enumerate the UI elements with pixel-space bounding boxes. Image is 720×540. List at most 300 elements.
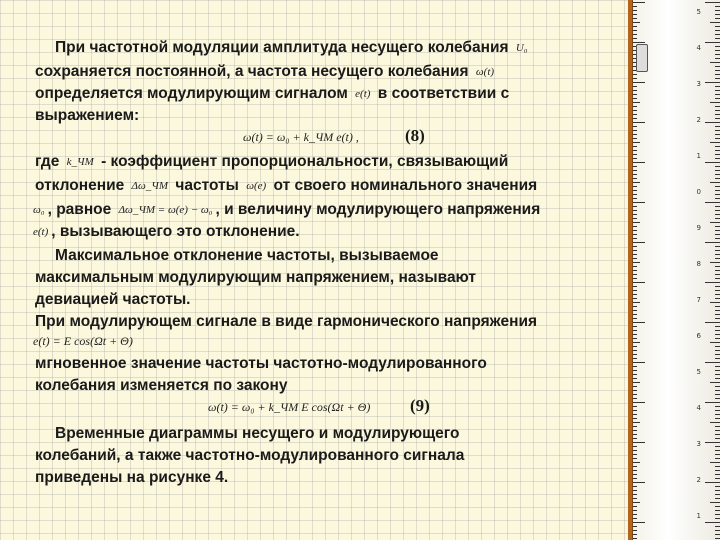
formula-9-number: (9) (410, 396, 430, 415)
ruler-tick (715, 430, 720, 431)
ruler-tick (633, 430, 637, 431)
formula-omega-e: ω(e) (246, 180, 267, 192)
ruler-tick (715, 110, 720, 111)
ruler-tick (633, 514, 637, 515)
ruler-tick (633, 206, 637, 207)
ruler-tick (633, 502, 640, 503)
ruler-tick (715, 218, 720, 219)
ruler-tick (715, 198, 720, 199)
ruler-tick (633, 22, 640, 23)
text-line-1-a: При частотной модуляции амплитуда несущего колебания (55, 39, 509, 56)
ruler-tick (633, 198, 637, 199)
ruler-tick (633, 454, 637, 455)
ruler-tick (715, 70, 720, 71)
ruler-tick (633, 222, 640, 223)
ruler-tick (633, 474, 637, 475)
ruler-tick (633, 410, 637, 411)
ruler-tick (715, 94, 720, 95)
ruler-tick (633, 450, 637, 451)
ruler-tick (705, 202, 720, 203)
text-line-15-a: Временные диаграммы несущего и модулирующего (55, 425, 460, 442)
ruler-tick (633, 358, 637, 359)
ruler-tick (633, 306, 637, 307)
ruler-tick (633, 82, 645, 83)
ruler-tick (633, 178, 637, 179)
ruler-tick (633, 102, 640, 103)
ruler-number: 5 (696, 368, 701, 376)
ruler-tick (715, 90, 720, 91)
formula-delta-omega: Δω_ЧМ (131, 180, 169, 192)
ruler-tick (715, 394, 720, 395)
ruler-tick (715, 238, 720, 239)
ruler-tick (715, 446, 720, 447)
text-line-5-b: - коэффициент пропорциональности, связывающий (101, 153, 509, 170)
ruler-tick (705, 282, 720, 283)
ruler-tick (715, 366, 720, 367)
ruler-tick (715, 126, 720, 127)
ruler-number: 0 (696, 188, 701, 196)
ruler-tick (705, 402, 720, 403)
ruler-tick (633, 42, 645, 43)
ruler-tick (715, 346, 720, 347)
ruler-tick (633, 170, 637, 171)
ruler-tick (715, 358, 720, 359)
ruler-tick (633, 174, 637, 175)
ruler-tick (633, 294, 637, 295)
ruler-tick (715, 130, 720, 131)
formula-mod: e(t) = E cos(Ωt + Θ) (33, 334, 133, 348)
ruler-tick (715, 274, 720, 275)
ruler-tick (633, 142, 640, 143)
ruler-tick (633, 458, 637, 459)
formula-9: ω(t) = ω₀ + k_ЧМ E cos(Ωt + Θ) (208, 400, 371, 414)
ruler-tick (715, 214, 720, 215)
ruler-tick (715, 50, 720, 51)
ruler-tick (633, 146, 637, 147)
ruler-tick (715, 26, 720, 27)
ruler-tick (633, 238, 637, 239)
ruler-tick (715, 354, 720, 355)
text-line-3 (35, 84, 509, 105)
text-line-9-a: Максимальное отклонение частоты, вызываемое (55, 247, 439, 264)
ruler-tick (715, 370, 720, 371)
ruler-tick (715, 530, 720, 531)
ruler-tick (715, 438, 720, 439)
formula-8-number: (8) (405, 126, 425, 145)
ruler-tick (715, 38, 720, 39)
ruler-tick (715, 18, 720, 19)
ruler-tick (705, 242, 720, 243)
text-line-12 (35, 312, 537, 332)
ruler-tick (633, 182, 640, 183)
ruler-tick (633, 202, 645, 203)
text-line-14 (35, 376, 288, 396)
text-line-6 (35, 176, 537, 197)
ruler-tick (633, 230, 637, 231)
ruler-tick (633, 466, 637, 467)
ruler-number: 9 (696, 224, 701, 232)
ruler-tick (715, 494, 720, 495)
ruler-tick (705, 42, 720, 43)
ruler-tick (633, 486, 637, 487)
ruler-tick (715, 14, 720, 15)
ruler-tick (715, 78, 720, 79)
text-line-6-a: отклонение (35, 177, 125, 194)
ruler-tick (633, 110, 637, 111)
text-line-8-a: , вызывающего это отклонение. (51, 223, 300, 240)
ruler-tick (633, 482, 645, 483)
ruler-number: 1 (696, 152, 701, 160)
ruler-tick (633, 6, 637, 7)
ruler-tick (715, 54, 720, 55)
ruler-tick (715, 498, 720, 499)
ruler-tick (715, 418, 720, 419)
ruler-tick (633, 10, 637, 11)
ruler-tick (633, 166, 637, 167)
text-line-16-a: колебаний, а также частотно-модулированного сигнала (35, 447, 465, 464)
ruler-tick (715, 378, 720, 379)
ruler-tick (633, 334, 637, 335)
ruler-tick (715, 138, 720, 139)
text-line-5 (35, 152, 508, 173)
ruler-tick (710, 22, 720, 23)
ruler (632, 0, 720, 540)
ruler-tick (633, 434, 637, 435)
ruler-tick (633, 98, 637, 99)
ruler-tick (633, 478, 637, 479)
ruler-tick (715, 178, 720, 179)
text-line-7 (30, 200, 540, 221)
ruler-tick (715, 250, 720, 251)
formula-9-row (205, 398, 373, 418)
ruler-tick (715, 194, 720, 195)
ruler-tick (715, 510, 720, 511)
ruler-tick (633, 350, 637, 351)
ruler-tick (715, 414, 720, 415)
ruler-tick (633, 30, 637, 31)
ruler-tick (715, 230, 720, 231)
formula-k-chm: k_ЧМ (66, 156, 94, 168)
ruler-tick (715, 334, 720, 335)
text-line-13 (35, 354, 487, 374)
formula-delta-def: Δω_ЧМ = ω(e) − ω₀ (118, 204, 213, 216)
ruler-tick (633, 402, 645, 403)
ruler-tick (633, 390, 637, 391)
ruler-tick (715, 390, 720, 391)
ruler-tick (633, 510, 637, 511)
ruler-tick (710, 142, 720, 143)
ruler-number: 4 (696, 44, 701, 52)
ruler-tick (633, 94, 637, 95)
ruler-tick (715, 246, 720, 247)
ruler-tick (633, 398, 637, 399)
text-line-5-a: где (35, 153, 60, 170)
ruler-tick (715, 58, 720, 59)
ruler-tick (633, 394, 637, 395)
ruler-tick (633, 498, 637, 499)
text-line-1 (55, 38, 531, 59)
text-line-11 (35, 290, 191, 310)
ruler-tick (715, 478, 720, 479)
ruler-tick (633, 422, 640, 423)
ruler-tick (633, 338, 637, 339)
ruler-tick (633, 150, 637, 151)
ruler-tick (633, 318, 637, 319)
ruler-tick (715, 538, 720, 539)
text-line-16 (35, 446, 464, 466)
ruler-tick (633, 106, 637, 107)
ruler-tick (715, 294, 720, 295)
ruler-tick (715, 186, 720, 187)
formula-8-row (240, 128, 362, 148)
ruler-tick (633, 534, 637, 535)
ruler-tick (633, 162, 645, 163)
ruler-tick (633, 378, 637, 379)
ruler-tick (633, 494, 637, 495)
text-line-15 (55, 424, 460, 444)
ruler-tick (715, 534, 720, 535)
ruler-tick (710, 382, 720, 383)
formula-e-t: e(t) (355, 88, 371, 100)
ruler-tick (705, 362, 720, 363)
ruler-tick (633, 90, 637, 91)
ruler-tick (715, 286, 720, 287)
ruler-tick (710, 62, 720, 63)
ruler-tick (710, 102, 720, 103)
text-line-9 (55, 246, 439, 266)
ruler-tick (715, 146, 720, 147)
ruler-tick (710, 182, 720, 183)
text-line-14-a: колебания изменяется по закону (35, 377, 288, 394)
ruler-tick (633, 14, 637, 15)
ruler-tick (633, 362, 645, 363)
ruler-tick (633, 462, 640, 463)
ruler-tick (633, 226, 637, 227)
ruler-tick (715, 6, 720, 7)
ruler-tick (633, 266, 637, 267)
ruler-tick (633, 242, 645, 243)
ruler-tick (715, 266, 720, 267)
ruler-tick (715, 106, 720, 107)
ruler-tick (633, 186, 637, 187)
ruler-number: 5 (696, 8, 701, 16)
ruler-number: 7 (696, 296, 701, 304)
ruler-tick (633, 530, 637, 531)
ruler-tick (715, 386, 720, 387)
ruler-tick (715, 86, 720, 87)
ruler-tick (715, 190, 720, 191)
ruler-tick (715, 258, 720, 259)
ruler-tick (715, 406, 720, 407)
ruler-tick (705, 442, 720, 443)
ruler-number: 6 (696, 332, 701, 340)
ruler-tick (715, 518, 720, 519)
ruler-tick (633, 354, 637, 355)
ruler-tick (633, 286, 637, 287)
ruler-tick (715, 454, 720, 455)
ruler-tick (715, 166, 720, 167)
text-line-8 (30, 222, 300, 243)
text-line-7-a: , равное (47, 201, 112, 218)
ruler-tick (715, 374, 720, 375)
text-line-3-b: в соответствии с (377, 85, 510, 102)
ruler-tick (633, 86, 637, 87)
ruler-number: 4 (696, 404, 701, 412)
ruler-tick (715, 290, 720, 291)
ruler-tick (715, 114, 720, 115)
ruler-tick (633, 506, 637, 507)
ruler-tick (633, 414, 637, 415)
ruler-tick (633, 134, 637, 135)
ruler-tick (715, 298, 720, 299)
ruler-tick (633, 426, 637, 427)
ruler-tick (633, 310, 637, 311)
ruler-tick (715, 434, 720, 435)
text-line-3-a: определяется модулирующим сигналом (35, 85, 348, 102)
ruler-tick (715, 398, 720, 399)
ruler-number: 2 (696, 116, 701, 124)
ruler-tick (633, 278, 637, 279)
ruler-tick (715, 466, 720, 467)
ruler-tick (633, 374, 637, 375)
ruler-tick (633, 314, 637, 315)
ruler-tick (633, 470, 637, 471)
ruler-tick (705, 122, 720, 123)
ruler-tick (715, 270, 720, 271)
ruler-tick (633, 118, 637, 119)
ruler-tick (633, 190, 637, 191)
formula-mod-row (30, 332, 136, 352)
ruler-tick (633, 366, 637, 367)
ruler-tick (633, 250, 637, 251)
ruler-number: 2 (696, 476, 701, 484)
ruler-tick (710, 502, 720, 503)
ruler-tick (715, 514, 720, 515)
ruler-tick (715, 30, 720, 31)
ruler-tick (633, 290, 637, 291)
ruler-tick (633, 158, 637, 159)
ruler-tick (715, 470, 720, 471)
ruler-tick (633, 126, 637, 127)
ruler-tick (715, 170, 720, 171)
formula-omega-0: ω₀ (33, 204, 45, 216)
formula-8: ω(t) = ω₀ + k_ЧМ e(t) , (243, 130, 359, 144)
ruler-tick (715, 318, 720, 319)
ruler-tick (633, 302, 640, 303)
ruler-tick (710, 302, 720, 303)
ruler-tick (633, 234, 637, 235)
ruler-tick (633, 370, 637, 371)
ruler-tick (633, 490, 637, 491)
ruler-tick (633, 270, 637, 271)
text-line-6-b: частоты (175, 177, 239, 194)
ruler-tick (710, 222, 720, 223)
ruler-slider (636, 44, 648, 72)
ruler-tick (633, 298, 637, 299)
ruler-tick (633, 538, 637, 539)
text-line-6-c: от своего номинального значения (273, 177, 538, 194)
ruler-tick (633, 322, 645, 323)
ruler-tick (633, 446, 637, 447)
ruler-tick (715, 226, 720, 227)
ruler-tick (633, 34, 637, 35)
ruler-tick (705, 482, 720, 483)
ruler-tick (633, 330, 637, 331)
ruler-tick (633, 342, 640, 343)
ruler-tick (715, 98, 720, 99)
ruler-tick (633, 214, 637, 215)
text-line-7-b: , и величину модулирующего напряжения (215, 201, 541, 218)
ruler-tick (715, 210, 720, 211)
ruler-tick (633, 326, 637, 327)
ruler-tick (715, 474, 720, 475)
ruler-tick (715, 278, 720, 279)
text-line-10 (35, 268, 476, 288)
ruler-tick (715, 134, 720, 135)
text-line-10-a: максимальным модулирующим напряжением, называют (35, 269, 477, 286)
ruler-tick (633, 526, 637, 527)
ruler-tick (633, 518, 637, 519)
ruler-tick (715, 350, 720, 351)
ruler-tick (633, 2, 645, 3)
ruler-tick (715, 34, 720, 35)
ruler-tick (705, 162, 720, 163)
ruler-tick (715, 426, 720, 427)
ruler-tick (633, 438, 637, 439)
ruler-tick (715, 458, 720, 459)
ruler-tick (705, 82, 720, 83)
text-line-17-a: приведены на рисунке 4. (35, 469, 229, 486)
ruler-tick (633, 74, 637, 75)
ruler-tick (633, 38, 637, 39)
ruler-tick (633, 246, 637, 247)
text-line-2 (35, 62, 497, 83)
ruler-tick (715, 66, 720, 67)
ruler-tick (710, 462, 720, 463)
text-line-13-a: мгновенное значение частоты частотно-модулированного (35, 355, 487, 372)
ruler-tick (710, 342, 720, 343)
ruler-tick (715, 74, 720, 75)
ruler-tick (633, 406, 637, 407)
ruler-tick (715, 314, 720, 315)
ruler-tick (633, 138, 637, 139)
ruler-tick (633, 210, 637, 211)
ruler-tick (633, 442, 645, 443)
ruler-tick (633, 346, 637, 347)
ruler-tick (715, 46, 720, 47)
ruler-tick (715, 154, 720, 155)
ruler-tick (633, 26, 637, 27)
ruler-tick (715, 306, 720, 307)
ruler-tick (710, 422, 720, 423)
text-line-2-a: сохраняется постоянной, а частота несущего колебания (35, 63, 469, 80)
ruler-tick (715, 234, 720, 235)
ruler-tick (715, 10, 720, 11)
ruler-tick (715, 118, 720, 119)
formula-e-t-2: e(t) (33, 226, 49, 238)
ruler-tick (633, 258, 637, 259)
ruler-number: 8 (696, 260, 701, 268)
ruler-tick (633, 386, 637, 387)
ruler-tick (715, 526, 720, 527)
formula-u0: U₀ (515, 42, 528, 54)
ruler-tick (715, 338, 720, 339)
ruler-tick (715, 174, 720, 175)
ruler-tick (633, 130, 637, 131)
ruler-tick (715, 206, 720, 207)
text-line-4 (35, 106, 139, 126)
ruler-tick (633, 262, 640, 263)
